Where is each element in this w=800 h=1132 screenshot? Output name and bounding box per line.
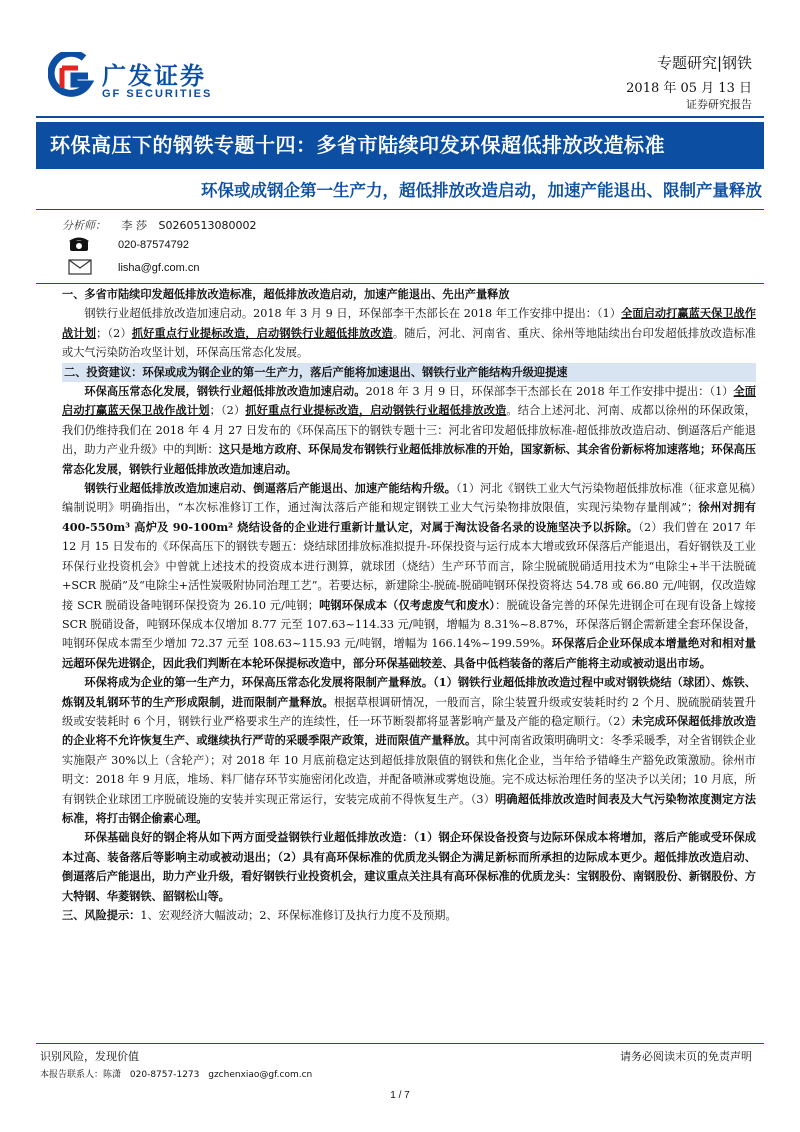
text-run: ：脱硫设备完善的环保先进钢企可在现有设备上嫁接 SCR 脱硝设备，吨钢环保成本仅增加 8.77 元至 107.63~114.33 元/吨钢，增幅为 8.31%~8.87%，环保落后钢企需新建全套环保设备，吨钢环保成本需至少增加 72.37 元至 108.63~115.93 元/吨钢，增幅为 166.14%~199.59%。 xyxy=(62,598,756,651)
text-run: 2018 年 3 月 9 日，环保部李干杰部长在 2018 年工作安排中提出：（1） xyxy=(365,385,734,399)
report-date: 2018 年 05 月 13 日 xyxy=(626,81,752,96)
phone-icon xyxy=(68,236,90,252)
body-divider xyxy=(36,283,764,284)
text-run: 环保基础良好的钢企将从如下两方面受益钢铁行业超低排放改造：（1）钢企环保设备投资与边际环保成本将增加，落后产能或受环保成本过高、装备落后等影响主动或被动退出；（2）具有高环保标准的优质龙头钢企为满足新标而所承担的边际成本更少。超低排放改造启动、倒逼落后产能退出，助力产业升级，看好钢铁行业投资机会，建议重点关注具有高环保标准的优质龙头：宝钢股份、南钢股份、新钢股份、方大特钢、华菱钢铁、韶钢松山等。 xyxy=(62,830,756,903)
analyst-line xyxy=(62,217,256,233)
text-run: ；（2） xyxy=(209,404,246,418)
text-run: ；（2） xyxy=(96,326,132,340)
text-run: 。结合上述河北、河南、成都以徐州的环保政策，我们仍维持我们在 2018 年 4 月 27 日发布的《环保高压下的钢铁专题十三：河北省印发超低排放标准-超低排放改造启动、倒逼落后产能退出，助力产业升级》中的判断： xyxy=(62,404,756,457)
text-run: 吨钢环保成本（仅考虑废气和废水） xyxy=(318,597,496,612)
text-run: （2）我们曾在 2017 年 12 月 15 日发布的《环保高压下的钢铁专题五：烧结球团排放标准拟提升-环保投资与运行成本大增或致环保落后产能退出，看好钢铁及工业环保行业投资机会》中曾就上述技术的投资成本进行测算，就球团（烧结）生产环节而言，除尘脱硫脱硝适用技术为“电除尘+半干法脱硫+SCR 脱硝”及“电除尘+活性炭吸附协同治理工艺”。若要达标，新建除尘-脱硫-脱硝吨钢环保投资将达 54.78 或 66.80 元/吨钢，仅改造嫁接 SCR 脱硝设备吨钢环保投资为 26.10 元/吨钢； xyxy=(62,520,756,612)
report-category: 专题研究|钢铁 xyxy=(656,54,752,72)
section-2-paragraph-1 xyxy=(62,382,756,479)
analyst-email[interactable]: lisha@gf.com.cn xyxy=(118,262,200,274)
logo-chinese-name: 广发证券 xyxy=(102,62,206,90)
analyst-cert: S0260513080002 xyxy=(158,219,257,232)
footer-disclaimer: 请务必阅读末页的免责声明 xyxy=(620,1050,752,1063)
contact-email[interactable]: gzchenxiao@gf.com.cn xyxy=(208,1070,313,1080)
header-divider xyxy=(36,116,764,118)
report-subtitle: 环保或成钢企第一生产力，超低排放改造启动，加速产能退出、限制产量释放 xyxy=(36,173,764,210)
contact-label: 本报告联系人：陈潇 xyxy=(40,1070,122,1080)
text-run: 明确超低排放改造时间表及大气污染物浓度测定方法标准，将打击钢企偷素心理。 xyxy=(62,791,756,825)
text-run: 钢铁行业超低排放改造加速启动、倒逼落后产能退出、加速产能结构升级。 xyxy=(84,481,457,496)
text-run: 全面启动打赢蓝天保卫战作战计划 xyxy=(62,384,756,418)
section-1-paragraph xyxy=(62,304,756,362)
footer-divider xyxy=(36,1043,764,1044)
text-run: 徐州对拥有 400-550m³ 高炉及 90-100m² 烧结设备的企业进行重新计量认定，对属于淘汰设备名录的设施坚决予以拆除。 xyxy=(62,500,756,534)
section-2-heading: 二、投资建议：环保或成为钢企业的第一生产力，落后产能将加速退出、钢铁行业产能结构升级迎提速 xyxy=(62,363,756,382)
section-2-paragraph-3 xyxy=(62,673,756,828)
text-run: 抓好重点行业提标改造，启动钢铁行业超低排放改造 xyxy=(245,403,507,418)
report-type: 证券研究报告 xyxy=(686,98,752,111)
text-run: （1）河北《钢铁工业大气污染物超低排放标准（征求意见稿）编制说明》明确指出，“本次标准修订工作，通过淘汰落后产能和规定钢铁工业大气污染物排放限值，实现污染物存量削减”； xyxy=(62,482,756,515)
text-run: 。随后，河北、河南省、重庆、徐州等地陆续出台印发超低排放改造标准或大气污染防治攻坚计划，环保高压常态化发展。 xyxy=(62,326,756,360)
text-run: 未完成环保超低排放改造的企业将不允许恢复生产、或继续执行严苛的采暖季限产政策，进而限值产量释放。 xyxy=(62,713,756,748)
email-icon xyxy=(68,259,92,275)
section-3-risk xyxy=(62,906,756,925)
text-run: 其中河南省政策明确明文：冬季采暖季，对全省钢铁企业实施限产 30%以上（含轮产）；对 2018 年 10 月底前稳定达到超低排放限值的钢铁和焦化企业，当年给予错峰生产豁免政策激励。徐州市明文：2018 年 9 月底，堆场、料厂储存环节实施密闭化改造，并配备喷淋或雾炮设施。完不成达标治理任务的坚决予以关闭；10 月底，所有钢铁企业球团工序脱硫设施的安装并实现正常运行，安装完成前不得恢复生产。（3） xyxy=(62,734,756,806)
report-body xyxy=(62,285,756,925)
contact-phone: 020-8757-1273 xyxy=(129,1070,200,1080)
section-3-heading: 三、风险提示： xyxy=(62,909,141,922)
section-2-paragraph-2 xyxy=(62,479,756,673)
text-run: （1）钢铁行业超低排放改造过程中或对钢铁烧结（球团）、炼铁、炼钢及轧钢环节的生产形成限制，进而限制产量释放。 xyxy=(62,675,756,709)
gf-logo-icon xyxy=(48,52,94,98)
page-number: 1 / 7 xyxy=(390,1090,410,1101)
text-run: 钢铁行业超低排放改造加速启动。2018 年 3 月 9 日，环保部李干杰部长在 2018 年工作安排中提出：（1） xyxy=(84,307,622,321)
logo-english-name: GF SECURITIES xyxy=(102,88,213,100)
text-run: 根据草根调研情况，一般而言，除尘装置升级或安装耗时约 2 个月、脱硫脱硝装置升级或安装耗时 6 个月，钢铁行业严格要求生产的连续性，任一环节断裂都将显著影响产量及产能的稳定顺行。（2） xyxy=(62,695,756,728)
footer-slogan: 识别风险，发现价值 xyxy=(40,1050,139,1063)
text-run: 这只是地方政府、环保局发布钢铁行业超低排放标准的开始，国家新标、其余省份新标将加速落地；环保高压常态化发展，钢铁行业超低排放改造加速启动。 xyxy=(62,442,756,476)
report-title: 环保高压下的钢铁专题十四：多省市陆续印发环保超低排放改造标准 xyxy=(36,122,764,169)
section-2-paragraph-4 xyxy=(62,828,756,906)
risk-text: 1、宏观经济大幅波动；2、环保标准修订及执行力度不及预期。 xyxy=(140,909,457,922)
text-run: 抓好重点行业提标改造，启动钢铁行业超低排放改造 xyxy=(131,325,393,340)
analyst-phone: 020-87574792 xyxy=(118,239,189,251)
text-run: 环保高压常态化发展，钢铁行业超低排放改造加速启动。 xyxy=(84,384,366,399)
section-1-heading: 一、多省市陆续印发超低排放改造标准，超低排放改造启动，加速产能退出、先出产量释放 xyxy=(62,288,510,301)
text-run: 环保落后企业环保成本增量绝对和相对量远超环保先进钢企，因此我们判断在本轮环保提标改造中，部分环保基础较差、具备中低档装备的落后产能将主动或被动退出市场。 xyxy=(62,636,756,670)
footer-contact xyxy=(40,1067,312,1080)
analyst-name: 李 莎 xyxy=(121,219,147,232)
analyst-label: 分析师： xyxy=(62,219,106,232)
text-run: 环保将成为企业的第一生产力，环保高压常态化发展将限制产量释放。 xyxy=(84,675,434,690)
text-run: 全面启动打赢蓝天保卫战作战计划 xyxy=(62,306,756,340)
